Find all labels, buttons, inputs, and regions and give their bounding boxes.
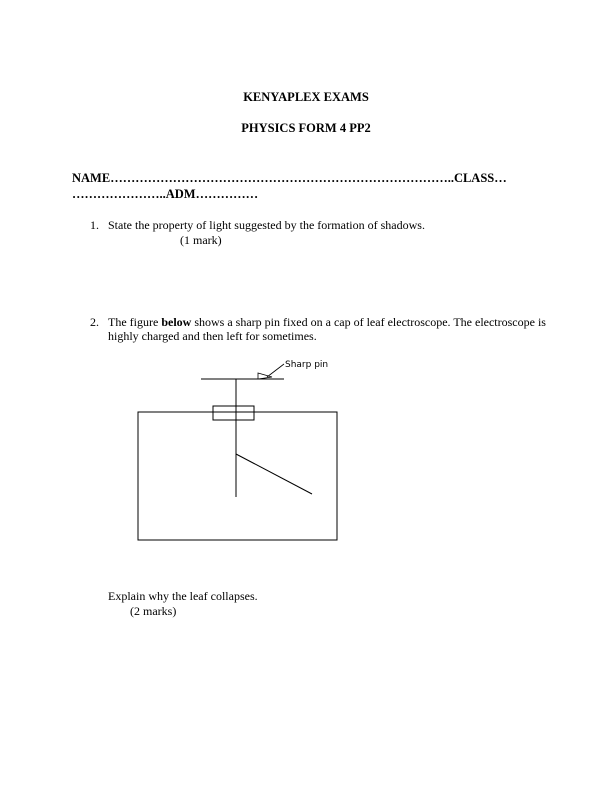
electroscope-figure — [136, 358, 348, 544]
exam-title: KENYAPLEX EXAMS — [243, 90, 369, 104]
student-info-block — [72, 170, 542, 202]
adm-line: …………………..ADM…………… — [72, 187, 259, 201]
question-text-end: shows a sharp pin fixed on a cap of leaf electroscope. The electroscope is highly charged and then left for sometimes. — [108, 315, 546, 343]
question-text — [108, 315, 553, 343]
question-text-start: The figure — [108, 315, 162, 329]
question-marks: (1 mark) — [180, 233, 222, 247]
prompt-text: Explain why the leaf collapses. — [108, 589, 258, 603]
question-text-emphasis: below — [161, 315, 192, 329]
question-2-prompt — [108, 589, 258, 618]
name-class-line: NAME………………………………………………………………………..CLASS… — [72, 171, 507, 185]
question-marks: (2 marks) — [130, 604, 177, 618]
electroscope-case — [138, 412, 337, 540]
gold-leaf — [236, 454, 312, 494]
question-number: 2. — [90, 315, 99, 329]
sharp-pin-label: Sharp pin — [285, 360, 329, 370]
question-text: State the property of light suggested by the formation of shadows. — [108, 218, 425, 232]
label-pointer — [267, 364, 284, 377]
sharp-pin — [258, 373, 272, 379]
question-number: 1. — [90, 218, 99, 232]
paper-title: PHYSICS FORM 4 PP2 — [241, 121, 371, 135]
insulator-plug — [213, 406, 254, 420]
